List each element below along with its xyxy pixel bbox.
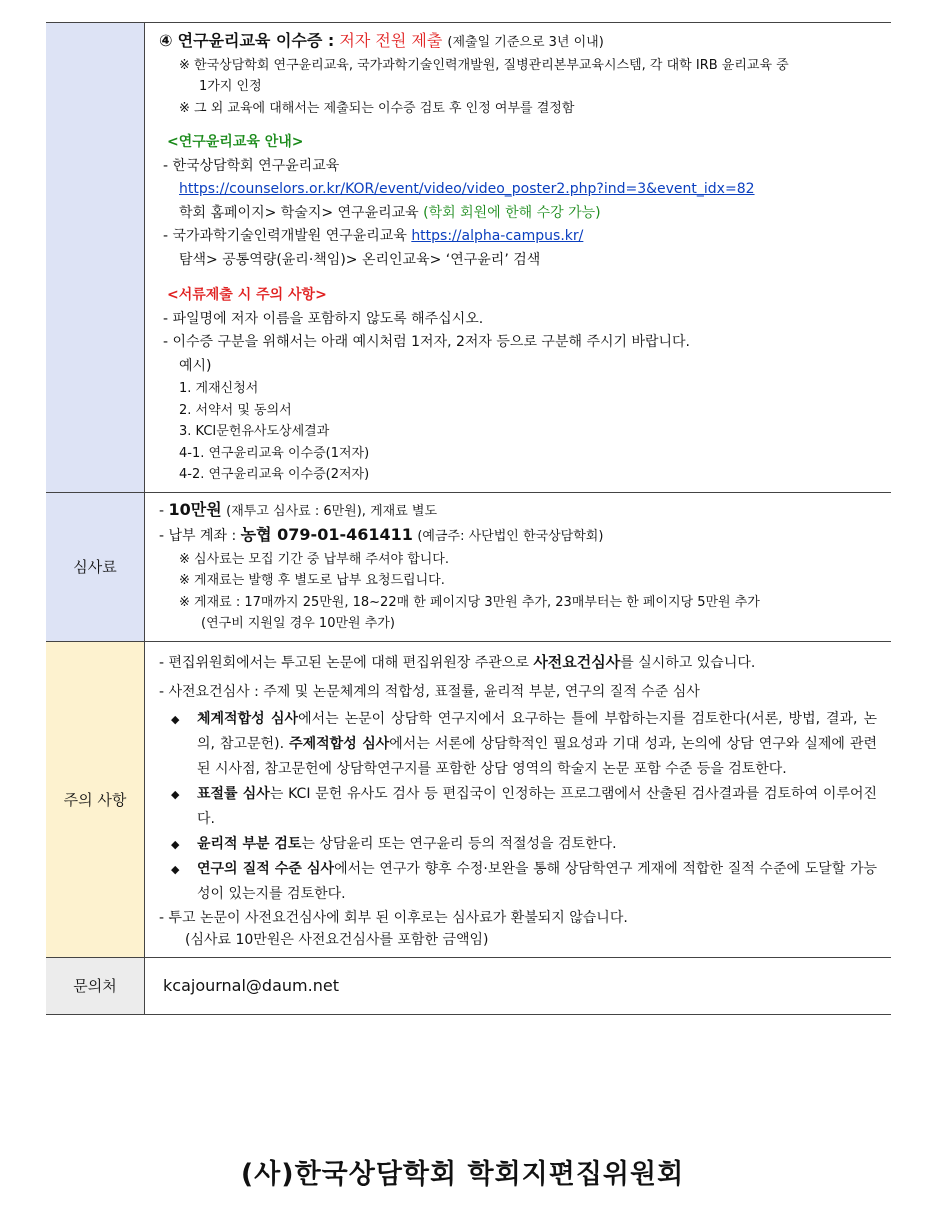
footer-org-name: (사)한국상담학회 학회지편집위원회: [240, 1159, 685, 1190]
contact-content-cell: [145, 957, 892, 1014]
notice-bullet-2: ◆ 표절률 심사는 KCI 문헌 유사도 검사 등 편집국이 인정하는 프로그램에서 산출된 검사결과를 검토하여 이루어진다.: [159, 782, 877, 832]
diamond-bullet-icon: ◆: [171, 712, 180, 726]
caution-item-2: - 이수증 구분을 위해서는 아래 예시처럼 1저자, 2저자 등으로 구분해 주시기 바랍니다.: [163, 334, 691, 350]
example-item: 2. 서약서 및 동의서: [179, 402, 292, 418]
ethics-note-1: ※ 한국상담학회 연구윤리교육, 국가과학기술인력개발원, 질병관리본부교육시스템, 각 대학 IRB 윤리교육 중: [179, 57, 789, 73]
notice-para-1: - 편집위원회에서는 투고된 논문에 대해 편집위원장 주관으로 사전요건심사를 실시하고 있습니다.: [159, 652, 756, 671]
notice-para-3-cont: (심사료 10만원은 사전요건심사를 포함한 금액임): [185, 931, 489, 948]
caution-item-1: - 파일명에 저자 이름을 포함하지 않도록 해주십시오.: [163, 310, 484, 327]
info-table: [46, 22, 891, 1015]
fee-content-cell: [145, 492, 892, 641]
guide-heading: <연구윤리교육 안내>: [167, 134, 304, 150]
fee-note-1: ※ 심사료는 모집 기간 중 납부해 주셔야 합니다.: [179, 551, 449, 567]
notice-bullet-4: ◆ 연구의 질적 수준 심사에서는 연구가 향후 수정·보완을 통해 상담학연구 게재에 적합한 질적 수준에 도달할 가능성이 있는지를 검토한다.: [159, 857, 877, 907]
ethics-row: [46, 23, 891, 493]
diamond-bullet-icon: ◆: [171, 837, 180, 851]
fee-note-3-cont: (연구비 지원일 경우 10만원 추가): [201, 616, 395, 631]
notice-content-cell: [145, 641, 892, 957]
guide-path-2: 탐색> 공통역량(윤리·책임)> 온리인교육> ‘연구윤리’ 검색: [179, 251, 541, 268]
fee-label: 심사료: [46, 492, 145, 641]
guide-link-1[interactable]: https://counselors.or.kr/KOR/event/video/video_poster2.php?ind=3&event_idx=82: [179, 181, 755, 197]
example-item: 4-2. 연구윤리교육 이수증(2저자): [179, 467, 370, 482]
guide-path-1: 학회 홈페이지> 학술지> 연구윤리교육 (학회 회원에 한해 수강 가능): [179, 204, 601, 221]
guide-link-2[interactable]: https://alpha-campus.kr/: [411, 228, 584, 244]
fee-amount: - 10만원 (재투고 심사료 : 6만원), 게재료 별도: [159, 499, 437, 519]
notice-para-2: - 사전요건심사 : 주제 및 논문체계의 적합성, 표절률, 윤리적 부분, 연구의 질적 수준 심사: [159, 683, 700, 700]
guide-item-1: - 한국상담학회 연구윤리교육: [163, 157, 340, 174]
contact-email[interactable]: kcajournal@daum.net: [163, 976, 339, 995]
ethics-note-2: ※ 그 외 교육에 대해서는 제출되는 이수증 검토 후 인정 여부를 결정함: [179, 100, 575, 116]
ethics-note-1-cont: 1가지 인정: [199, 79, 262, 94]
guide-item-2: - 국가과학기술인력개발원 연구윤리교육 https://alpha-campus.kr/: [163, 228, 584, 244]
example-item: 4-1. 연구윤리교육 이수증(1저자): [179, 445, 370, 461]
fee-note-3: ※ 게재료 : 17매까지 25만원, 18~22매 한 페이지당 3만원 추가, 23매부터는 한 페이지당 5만원 추가: [179, 594, 760, 610]
diamond-bullet-icon: ◆: [171, 787, 180, 801]
ethics-title: ④ 연구윤리교육 이수증 : 저자 전원 제출 (제출일 기준으로 3년 이내): [159, 31, 604, 50]
notice-bullet-3: ◆ 윤리적 부분 검토는 상담윤리 또는 연구윤리 등의 적절성을 검토한다.: [159, 832, 877, 857]
diamond-bullet-icon: ◆: [171, 862, 180, 876]
example-item: 1. 게재신청서: [179, 381, 259, 396]
notice-row: [46, 641, 891, 957]
caution-heading: <서류제출 시 주의 사항>: [167, 287, 327, 303]
notice-bullet-1: ◆ 체계적합성 심사에서는 논문이 상담학 연구지에서 요구하는 틀에 부합하는지를 검토한다(서론, 방법, 결과, 논의, 참고문헌). 주제적합성 심사에서는 서론에 상담학적인 필요성과 기대 성과, 논의에 상담 연구와 실제에 관련된 시사점, 참고문헌에 상담학연구지를 포함한 상담 영역의 학술지 논문 포함 수준 등을 검토한다.: [159, 707, 877, 782]
fee-note-2: ※ 게재료는 발행 후 별도로 납부 요청드립니다.: [179, 573, 445, 588]
fee-account: - 납부 계좌 : 농협 079-01-461411 (예금주: 사단법인 한국상담학회): [159, 525, 604, 544]
ethics-content-cell: [145, 23, 892, 493]
example-item: 3. KCI문헌유사도상세결과: [179, 424, 330, 439]
notice-label: 주의 사항: [46, 641, 145, 957]
contact-label: 문의처: [46, 957, 145, 1014]
example-label: 예시): [179, 357, 212, 374]
fee-row: [46, 492, 891, 641]
notice-para-3: - 투고 논문이 사전요건심사에 회부 된 이후로는 심사료가 환불되지 않습니다.: [159, 909, 628, 926]
contact-row: [46, 957, 891, 1014]
ethics-label-cell: [46, 23, 145, 493]
